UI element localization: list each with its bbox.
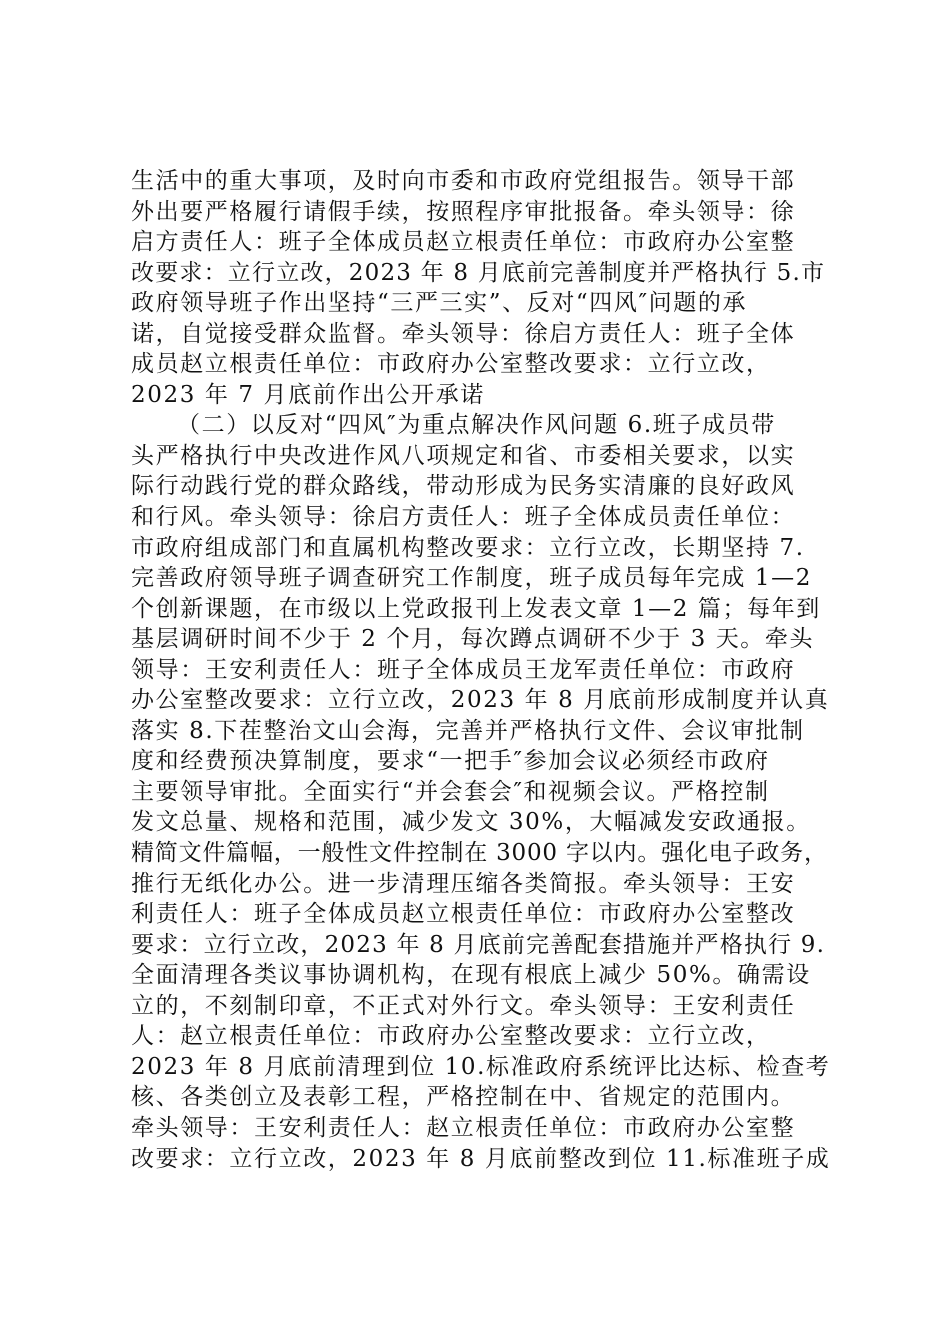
section-heading-line: （二）以反对“四风″为重点解决作风问题 6.班子成员带 [177,412,776,439]
text-line: 头严格执行中央改进作风八项规定和省、市委相关要求，以实 [131,442,796,469]
text-line: 市政府组成部门和直属机构整改要求：立行立改，长期坚持 7. [131,534,805,561]
text-line: 领导：王安利责任人：班子全体成员王龙军责任单位：市政府 [131,656,796,683]
text-line: 牵头领导：王安利责任人：赵立根责任单位：市政府办公室整 [131,1114,796,1141]
text-line: 利责任人：班子全体成员赵立根责任单位：市政府办公室整改 [131,901,796,928]
text-line: 改要求：立行立改，2023 年 8 月底前完善制度并严格执行 5.市 [131,259,826,286]
text-line: 要求：立行立改，2023 年 8 月底前完善配套措施并严格执行 9. [131,931,826,958]
text-line: 2023 年 8 月底前清理到位 10.标准政府系统评比达标、检查考 [131,1053,831,1080]
text-line: 办公室整改要求：立行立改，2023 年 8 月底前形成制度并认真 [131,687,830,714]
text-line: 启方责任人：班子全体成员赵立根责任单位：市政府办公室整 [131,229,796,256]
text-line: 精简文件篇幅，一般性文件控制在 3000 字以内。强化电子政务， [131,840,828,867]
text-line: 立的，不刻制印章，不正式对外行文。牵头领导：王安利责任 [131,992,796,1019]
text-line: 推行无纸化办公。进一步清理压缩各类简报。牵头领导：王安 [131,870,796,897]
text-line: 度和经费预决算制度，要求“一把手″参加会议必须经市政府 [131,748,770,775]
text-line: 人：赵立根责任单位：市政府办公室整改要求：立行立改， [131,1023,771,1050]
text-line: 改要求：立行立改，2023 年 8 月底前整改到位 11.标准班子成 [131,1145,831,1172]
text-line: 政府领导班子作出坚持“三严三实”、反对“四风″问题的承 [131,290,748,317]
document-body [131,166,831,1174]
text-line: 个创新课题，在市级以上党政报刊上发表文章 1—2 篇；每年到 [131,595,821,622]
text-line: 生活中的重大事项，及时向市委和市政府党组报告。领导干部 [131,168,796,194]
text-line: 全面清理各类议事协调机构，在现有根底上减少 50%。确需设 [131,962,811,989]
text-line: 发文总量、规格和范围，减少发文 30%，大幅减发安政通报。 [131,809,811,836]
text-line: 主要领导审批。全面实行“并会套会″和视频会议。严格控制 [131,778,770,805]
text-line: 完善政府领导班子调查研究工作制度，班子成员每年完成 1—2 [131,565,812,592]
text-line: 2023 年 7 月底前作出公开承诺 [131,381,485,408]
text-line: 落实 8.下茬整治文山会海，完善并严格执行文件、会议审批制 [131,717,805,744]
text-line: 际行动践行党的群众路线，带动形成为民务实清廉的良好政风 [131,473,796,500]
text-line: 成员赵立根责任单位：市政府办公室整改要求：立行立改， [131,351,771,378]
text-line: 核、各类创立及表彰工程，严格控制在中、省规定的范围内。 [131,1084,796,1111]
text-line: 诺，自觉接受群众监督。牵头领导：徐启方责任人：班子全体 [131,320,796,347]
text-line: 外出要严格履行请假手续，按照程序审批报备。牵头领导：徐 [131,198,796,225]
text-line: 和行风。牵头领导：徐启方责任人：班子全体成员责任单位： [131,504,796,531]
text-line: 基层调研时间不少于 2 个月，每次蹲点调研不少于 3 天。牵头 [131,626,815,653]
